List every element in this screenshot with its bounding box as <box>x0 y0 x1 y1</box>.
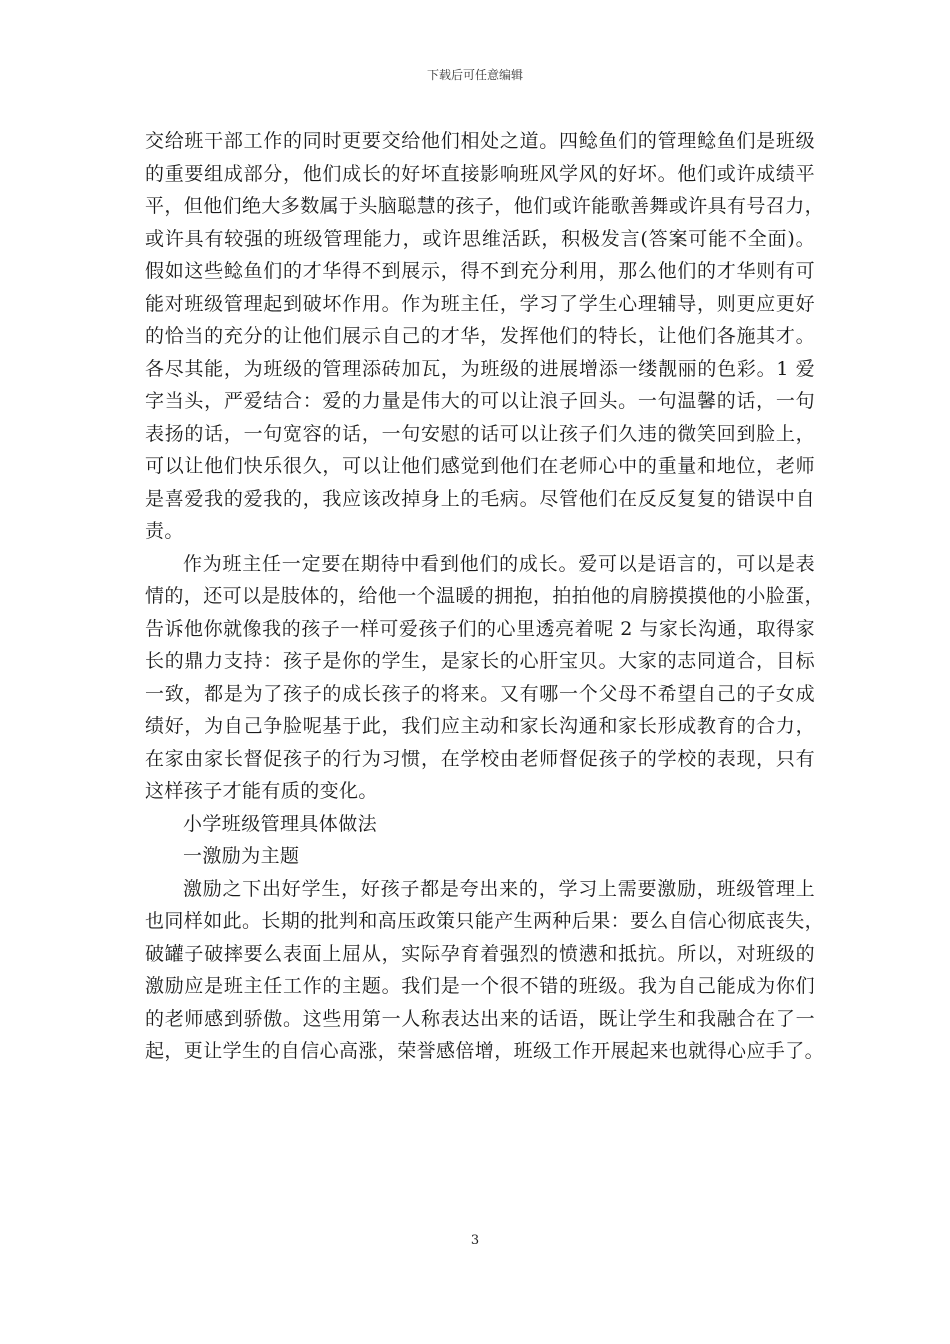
text-line: 的恰当的充分的让他们展示自己的才华，发挥他们的特长，让他们各施其才。 <box>145 325 815 347</box>
text-line: 各尽其能，为班级的管理添砖加瓦，为班级的进展增添一缕靓丽的色彩。1 爱 <box>145 357 815 380</box>
text-line: 的重要组成部分，他们成长的好坏直接影响班风学风的好坏。他们或许成绩平 <box>145 162 815 185</box>
text-line: 能对班级管理起到破坏作用。作为班主任，学习了学生心理辅导，则更应更好 <box>145 292 815 315</box>
text-line: 在家由家长督促孩子的行为习惯，在学校由老师督促孩子的学校的表现，只有 <box>145 747 815 770</box>
paragraph <box>145 873 825 1068</box>
text-line: 作为班主任一定要在期待中看到他们的成长。爱可以是语言的，可以是表 <box>183 552 815 575</box>
text-line: 或许具有较强的班级管理能力，或许思维活跃，积极发言(答案可能不全面)。 <box>145 227 815 250</box>
text-line: 责。 <box>145 520 184 542</box>
text-line: 情的，还可以是肢体的，给他一个温暖的拥抱，拍拍他的肩膀摸摸他的小脸蛋， <box>145 585 825 607</box>
text-line: 告诉他你就像我的孩子一样可爱孩子们的心里透亮着呢 2 与家长沟通，取得家 <box>145 617 815 640</box>
text-line: 激励应是班主任工作的主题。我们是一个很不错的班级。我为自己能成为你们 <box>145 975 815 997</box>
section-heading <box>145 808 815 841</box>
text-line: 也同样如此。长期的批判和高压政策只能产生两种后果：要么自信心彻底丧失， <box>145 910 825 932</box>
text-line: 这样孩子才能有质的变化。 <box>145 780 378 802</box>
paragraph <box>145 125 825 548</box>
text-line: 字当头，严爱结合：爱的力量是伟大的可以让浪子回头。一句温馨的话，一句 <box>145 390 815 412</box>
paragraph <box>145 548 825 808</box>
text-line: 小学班级管理具体做法 <box>183 812 378 835</box>
text-line: 一致，都是为了孩子的成长孩子的将来。又有哪一个父母不希望自己的子女成 <box>145 682 815 705</box>
page-header: 下载后可任意编辑 <box>426 68 523 82</box>
text-line: 表扬的话，一句宽容的话，一句安慰的话可以让孩子们久违的微笑回到脸上， <box>145 422 815 445</box>
text-line: 平，但他们绝大多数属于头脑聪慧的孩子，他们或许能歌善舞或许具有号召力， <box>145 195 825 217</box>
text-line: 可以让他们快乐很久，可以让他们感觉到他们在老师心中的重量和地位，老师 <box>145 455 815 477</box>
section-subheading <box>145 840 815 873</box>
text-line: 的老师感到骄傲。这些用第一人称表达出来的话语，既让学生和我融合在了一 <box>145 1007 815 1030</box>
text-line: 交给班干部工作的同时更要交给他们相处之道。四鲶鱼们的管理鲶鱼们是班级 <box>145 130 815 152</box>
text-line: 长的鼎力支持：孩子是你的学生，是家长的心肝宝贝。大家的志同道合，目标 <box>145 650 815 672</box>
text-line: 起，更让学生的自信心高涨，荣誉感倍增，班级工作开展起来也就得心应手了。 <box>145 1040 825 1062</box>
text-line: 一激励为主题 <box>183 845 300 867</box>
document-body <box>145 125 825 1068</box>
text-line: 绩好，为自己争脸呢基于此，我们应主动和家长沟通和家长形成教育的合力， <box>145 715 815 737</box>
page-number: 3 <box>470 1233 480 1248</box>
text-line: 是喜爱我的爱我的，我应该改掉身上的毛病。尽管他们在反反复复的错误中自 <box>145 487 815 510</box>
text-line: 假如这些鲶鱼们的才华得不到展示，得不到充分利用，那么他们的才华则有可 <box>145 260 815 282</box>
text-line: 破罐子破摔要么表面上屈从，实际孕育着强烈的愤懑和抵抗。所以，对班级的 <box>145 942 815 965</box>
text-line: 激励之下出好学生，好孩子都是夸出来的，学习上需要激励，班级管理上 <box>183 877 815 900</box>
